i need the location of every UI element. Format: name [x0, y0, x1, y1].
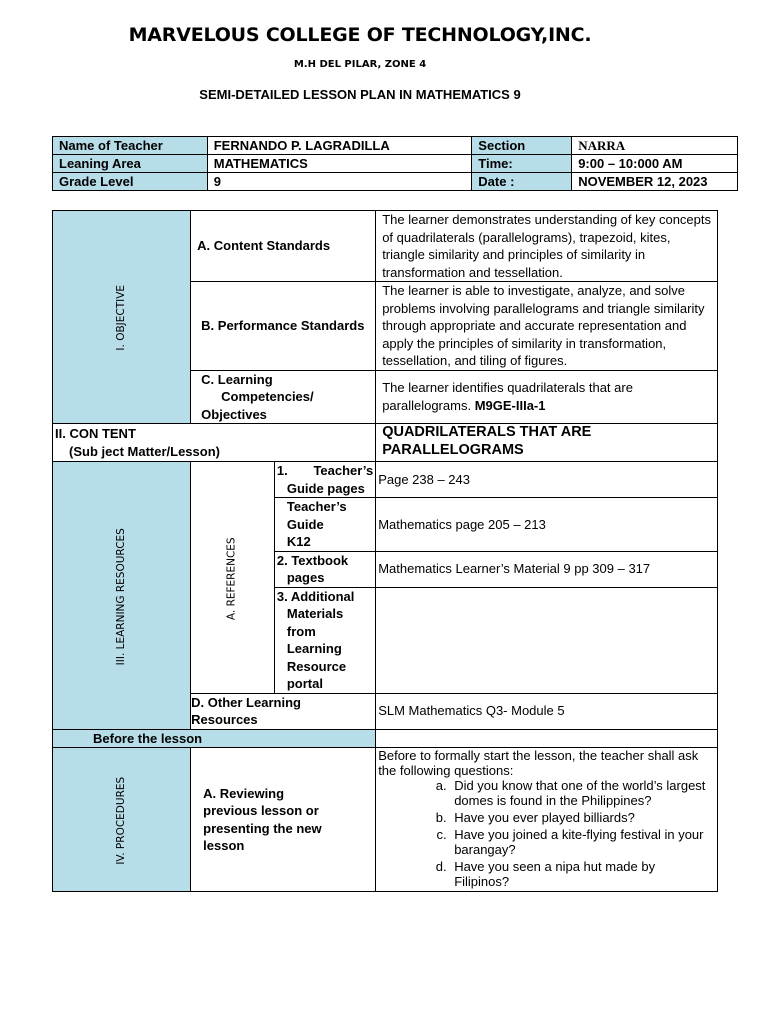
time-label: Time:: [472, 155, 572, 173]
area-value: MATHEMATICS: [207, 155, 472, 173]
row-before-lesson: [53, 729, 718, 748]
teacher-value: FERNANDO P. LAGRADILLA: [207, 137, 472, 155]
section-value: NARRA: [572, 137, 738, 155]
info-row-grade: [53, 173, 738, 191]
teacher-label: Name of Teacher: [53, 137, 208, 155]
content-topic: QUADRILATERALS THAT ARE PARALLELOGRAMS: [376, 424, 718, 462]
info-row-teacher: [53, 137, 738, 155]
teacher-info-table: [52, 136, 738, 191]
lesson-plan-title: SEMI-DETAILED LESSON PLAN IN MATHEMATICS 9: [199, 87, 521, 102]
school-name: MARVELOUS COLLEGE OF TECHNOLOGY,INC.: [128, 24, 592, 46]
tg-pages-value: Page 238 – 243: [376, 462, 718, 498]
date-value: NOVEMBER 12, 2023: [572, 173, 738, 191]
performance-standards-text: The learner is able to investigate, analyze, and solve problems involving parallelograms and triangle similarity through appropriate and accurate representation and apply the principles of similarity in transformation, tessellation, and tiling of figures.: [376, 282, 718, 371]
references-side-label: A. REFERENCES: [191, 462, 275, 694]
procedures-side-label: IV. PROCEDURES: [53, 748, 191, 892]
content-standards-text: The learner demonstrates understanding of key concepts of quadrilaterals (parallelograms), trapezoid, kites, triangle similarity and principles of similarity in transformation and tessellation.: [376, 211, 718, 282]
other-resources-value: SLM Mathematics Q3- Module 5: [376, 693, 718, 729]
textbook-label: 2. Textbook pages: [274, 551, 375, 587]
competencies-label: C. Learning Competencies/ Objectives: [191, 370, 376, 424]
additional-materials-label: 3. Additional Materials from Learning Resource portal: [274, 587, 375, 693]
content-standards-label: A. Content Standards: [191, 211, 376, 282]
row-content-standards: [53, 211, 718, 282]
tg-pages-label: 1. Teacher’s Guide pages: [274, 462, 375, 498]
section-label: Section: [472, 137, 572, 155]
reviewing-questions: [378, 778, 711, 889]
competency-code: M9GE-IIIa-1: [474, 397, 546, 413]
row-reviewing: [53, 748, 718, 892]
area-label: Leaning Area: [53, 155, 208, 173]
reviewing-intro: Before to formally start the lesson, the teacher shall ask the following questions:: [378, 748, 699, 778]
info-row-area: [53, 155, 738, 173]
list-item: c. Have you joined a kite-flying festival in your barangay?: [450, 827, 711, 857]
k12-guide-label: Teacher’s Guide K12: [274, 498, 375, 552]
reviewing-label: A. Reviewing previous lesson or presenting the new lesson: [191, 748, 376, 892]
row-content: [53, 424, 718, 462]
resources-side-label: III. LEARNING RESOURCES: [53, 462, 191, 730]
school-address: M.H DEL PILAR, ZONE 4: [293, 59, 427, 70]
additional-materials-value: [376, 587, 718, 693]
list-item: d. Have you seen a nipa hut made by Filipinos?: [450, 859, 711, 889]
list-item: a. Did you know that one of the world’s largest domes is found in the Philippines?: [450, 778, 711, 808]
performance-standards-label: B. Performance Standards: [191, 282, 376, 371]
row-tg-pages: [53, 462, 718, 498]
before-lesson-value: [376, 729, 718, 748]
list-item: b. Have you ever played billiards?: [450, 810, 711, 825]
competencies-text: The learner identifies quadrilaterals that are parallelograms. M9GE-IIIa-1: [376, 370, 718, 424]
other-resources-label: D. Other Learning Resources: [191, 693, 376, 729]
lesson-plan-table: [52, 210, 718, 892]
date-label: Date :: [472, 173, 572, 191]
time-value: 9:00 – 10:000 AM: [572, 155, 738, 173]
reviewing-content: [376, 748, 718, 892]
before-lesson-label: Before the lesson: [53, 729, 376, 748]
grade-value: 9: [207, 173, 472, 191]
k12-guide-value: Mathematics page 205 – 213: [376, 498, 718, 552]
grade-label: Grade Level: [53, 173, 208, 191]
content-label: II. CON TENT (Sub ject Matter/Lesson): [53, 424, 376, 462]
textbook-value: Mathematics Learner’s Material 9 pp 309 – 317: [376, 551, 718, 587]
objective-side-label: I. OBJECTIVE: [53, 211, 191, 424]
